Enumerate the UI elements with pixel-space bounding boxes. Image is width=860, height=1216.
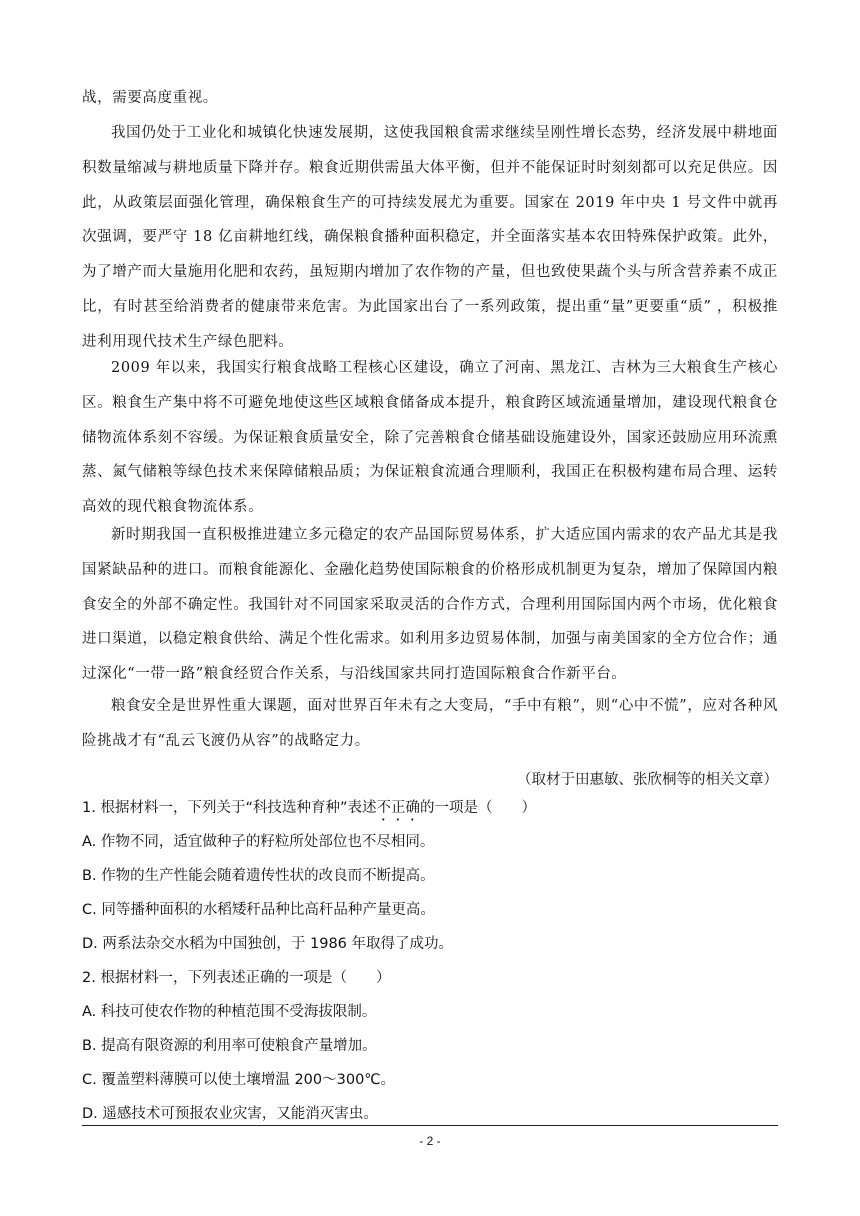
question-1-option-d: D. 两系法杂交水稻为中国独创，于 1986 年取得了成功。 xyxy=(82,936,454,952)
question-2-option-c: C. 覆盖塑料薄膜可以使土壤增温 200～300℃。 xyxy=(82,1072,396,1088)
question-2-option-d: D. 遥感技术可预报农业灾害，又能消灭害虫。 xyxy=(82,1106,378,1122)
paragraph-conclusion: 粮食安全是世界性重大课题，面对世界百年未有之大变局，“手中有粮”，则“心中不慌”，应对各种风险挑战才有“乱云飞渡仍从容”的战略定力。 xyxy=(82,698,778,749)
footer-divider xyxy=(82,1125,778,1126)
question-1-option-b: B. 作物的生产性能会随着遗传性状的改良而不断提高。 xyxy=(82,868,435,884)
paragraph-cultivated-land: 我国仍处于工业化和城镇化快速发展期，这使我国粮食需求继续呈刚性增长态势，经济发展中耕地面积数量缩减与耕地质量下降并存。粮食近期供需虽大体平衡，但并不能保证时时刻刻都可以充足供应。因此，从政策层面强化管理，确保粮食生产的可持续发展尤为重要。国家在 2019 年中央 1 号文件中就再次强调，要严守 18 亿亩耕地红线，确保粮食播种面积稳定，并全面落实基本农田特殊保护政策。此外，为了增产而大量施用化肥和农药，虽短期内增加了农作物的产量，但也致使果蔬个头与所含营养素不成正比，有时甚至给消费者的健康带来危害。为此国家出台了一系列政策，提出重“量”更要重“质” ，积极推进利用现代技术生产绿色肥料。 xyxy=(82,125,778,350)
question-1-stem xyxy=(82,791,778,825)
paragraph-international-trade: 新时期我国一直积极推进建立多元稳定的农产品国际贸易体系，扩大适应国内需求的农产品尤其是我国紧缺品种的进口。而粮食能源化、金融化趋势使国际粮食的价格形成机制更为复杂，增加了保障国内粮食安全的外部不确定性。我国针对不同国家采取灵活的合作方式，合理利用国际国内两个市场，优化粮食进口渠道，以稳定粮食供给、满足个性化需求。如利用多边贸易体制，加强与南美国家的全方位合作；通过深化“一带一路”粮食经贸合作关系，与沿线国家共同打造国际粮食合作新平台。 xyxy=(82,527,778,683)
question-1-stem-before: 1. 根据材料一，下列关于“科技选种育种”表述 xyxy=(82,800,377,816)
paragraph-storage-logistics: 2009 年以来，我国实行粮食战略工程核心区建设，确立了河南、黑龙江、吉林为三大粮食生产核心区。粮食生产集中将不可避免地使这些区域粮食储备成本提升，粮食跨区域流通量增加，建设现代粮食仓储物流体系刻不容缓。为保证粮食质量安全，除了完善粮食仓储基础设施建设外，国家还鼓励应用环流熏蒸、氮气储粮等绿色技术来保障储粮品质；为保证粮食流通合理顺利，我国正在积极构建布局合理、运转高效的现代粮食物流体系。 xyxy=(82,360,778,516)
paragraph-continuation: 战，需要高度重视。 xyxy=(82,90,218,106)
page-number: - 2 - xyxy=(419,1134,441,1148)
question-2-option-b: B. 提高有限资源的利用率可使粮食产量增加。 xyxy=(82,1038,377,1054)
question-1-emphasis: 不正确 xyxy=(376,800,420,816)
question-1-option-a: A. 作物不同，适宜做种子的籽粒所处部位也不尽相同。 xyxy=(82,834,435,850)
question-2-option-a: A. 科技可使农作物的种植范围不受海拔限制。 xyxy=(82,1004,377,1020)
source-citation: （取材于田惠敏、张欣桐等的相关文章） xyxy=(517,772,778,788)
question-1-stem-after: 的一项是（ ） xyxy=(419,800,536,816)
question-2-stem: 2. 根据材料一，下列表述正确的一项是（ ） xyxy=(82,970,391,986)
question-1-option-c: C. 同等播种面积的水稻矮秆品种比高秆品种产量更高。 xyxy=(82,902,435,918)
